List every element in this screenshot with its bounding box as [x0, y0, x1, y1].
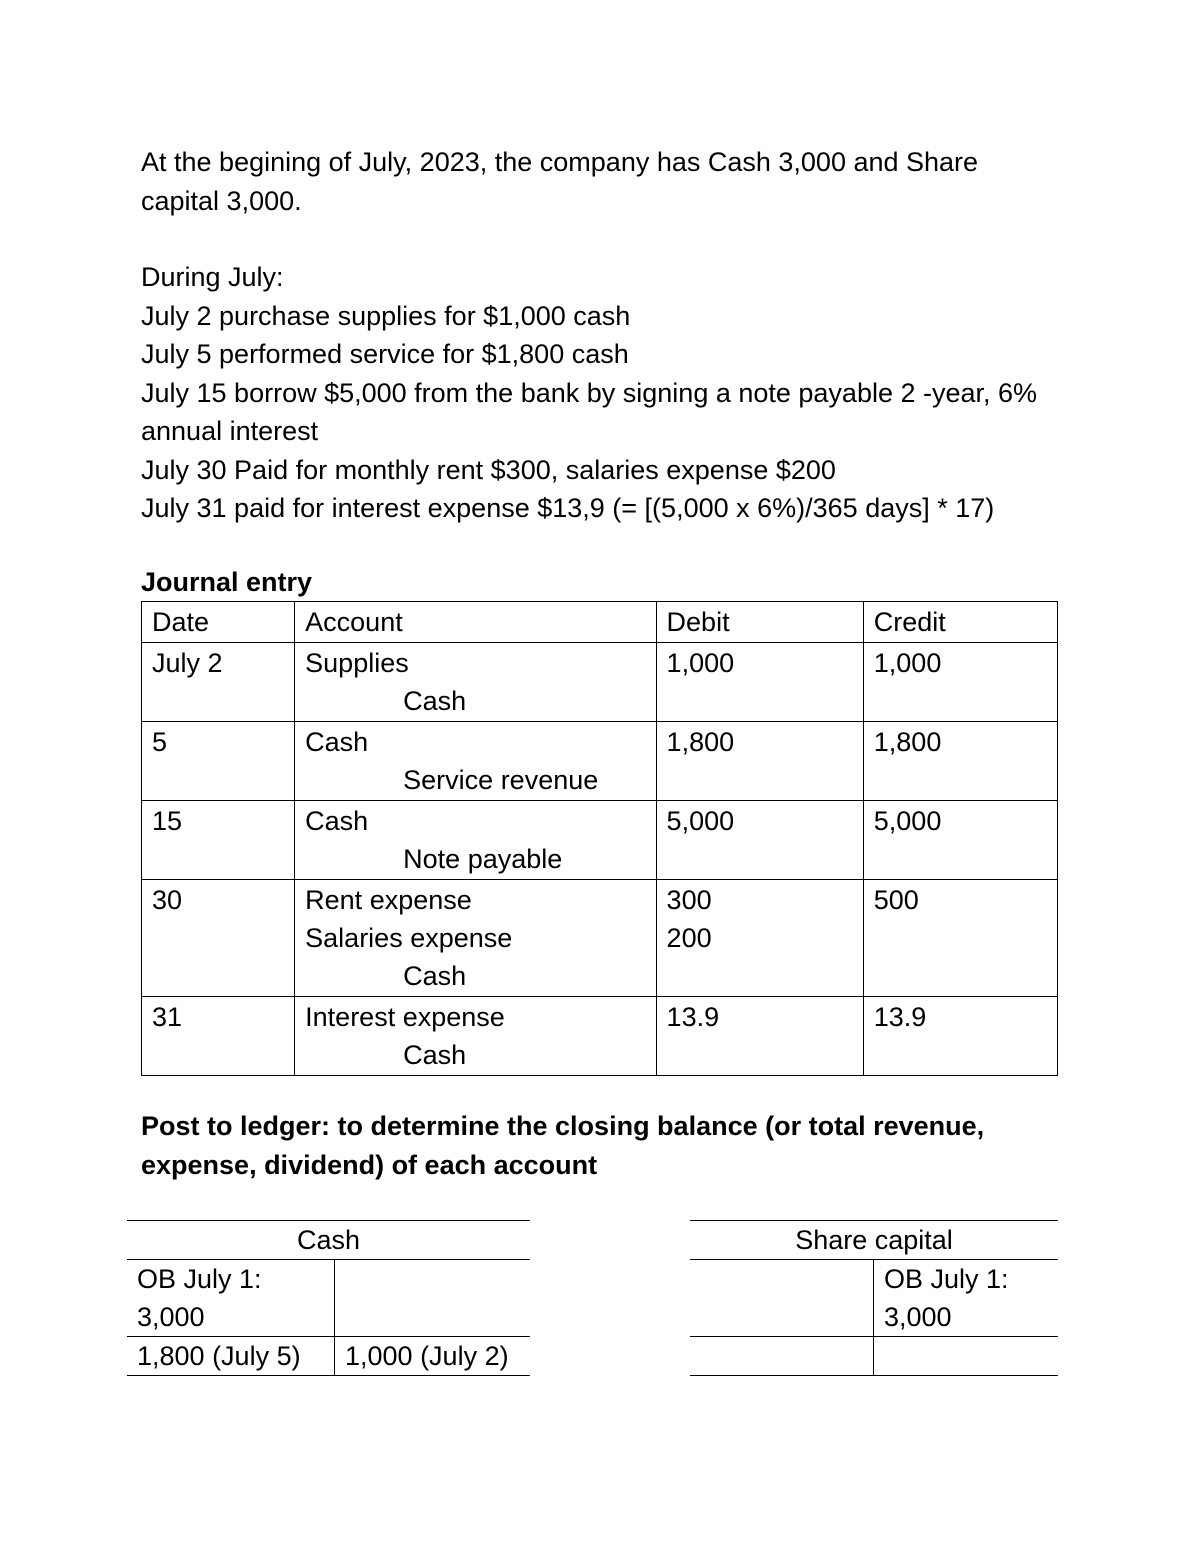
credit-account: Note payable	[403, 844, 563, 874]
event-line: July 5 performed service for $1,800 cash	[141, 339, 629, 369]
entry-date: 31	[142, 997, 295, 1076]
entry-accounts	[295, 643, 656, 722]
opening-statement: At the begining of July, 2023, the company has Cash 3,000 and Share capital 3,000.	[141, 147, 979, 216]
entry-accounts	[295, 880, 656, 997]
debit-amount: 300	[666, 885, 712, 915]
header-account: Account	[295, 602, 656, 643]
t-account-row	[690, 1260, 1058, 1337]
t-credit-cell	[874, 1337, 1059, 1376]
t-credit-cell	[335, 1260, 531, 1337]
t-debit-cell: 1,800 (July 5)	[127, 1337, 335, 1376]
t-debit-cell	[690, 1337, 874, 1376]
cash-t-account	[127, 1220, 530, 1376]
entry-credit: 1,000	[863, 643, 1057, 722]
debit-account: Cash	[305, 727, 369, 757]
t-account-title: Cash	[127, 1220, 530, 1260]
entry-accounts	[295, 722, 656, 801]
entry-date: July 2	[142, 643, 295, 722]
entry-debit: 1,800	[656, 722, 863, 801]
t-credit-cell: OB July 1: 3,000	[874, 1260, 1059, 1337]
header-credit: Credit	[863, 602, 1057, 643]
entry-accounts	[295, 801, 656, 880]
entry-debit	[656, 880, 863, 997]
t-account-body	[127, 1260, 530, 1376]
credit-account: Cash	[403, 1040, 467, 1070]
entry-credit: 5,000	[863, 801, 1057, 880]
journal-row	[142, 801, 1058, 880]
entry-credit: 13.9	[863, 997, 1057, 1076]
header-date: Date	[142, 602, 295, 643]
entry-credit: 500	[863, 880, 1057, 997]
credit-account: Cash	[403, 686, 467, 716]
event-line: July 2 purchase supplies for $1,000 cash	[141, 300, 631, 331]
journal-row	[142, 722, 1058, 801]
t-account-body	[690, 1260, 1058, 1376]
during-label: During July:	[141, 262, 284, 292]
share-capital-t-account	[690, 1220, 1058, 1376]
journal-row	[142, 643, 1058, 722]
entry-credit: 1,800	[863, 722, 1057, 801]
t-account-row	[127, 1337, 530, 1376]
entry-date: 30	[142, 880, 295, 997]
event-line: July 31 paid for interest expense $13,9 (= [(5,000 x 6%)/365 days] * 17)	[141, 493, 995, 523]
ledger-heading: Post to ledger: to determine the closing balance (or total revenue, expense, dividend) of each account	[141, 1111, 985, 1180]
journal-header-row	[142, 602, 1058, 643]
journal-heading: Journal entry	[141, 567, 313, 597]
intro-text	[141, 143, 1061, 528]
journal-row	[142, 880, 1058, 997]
entry-debit: 13.9	[656, 997, 863, 1076]
event-line: July 15 borrow $5,000 from the bank by signing a note payable 2 -year, 6% annual interest	[141, 377, 1038, 446]
debit-account: Supplies	[305, 648, 409, 678]
entry-debit: 5,000	[656, 801, 863, 880]
debit-account: Rent expense	[305, 885, 472, 915]
journal-table	[141, 601, 1058, 1076]
debit-account: Cash	[305, 806, 369, 836]
t-account-row	[127, 1260, 530, 1337]
credit-account: Service revenue	[403, 765, 599, 795]
t-debit-cell	[690, 1260, 874, 1337]
entry-debit: 1,000	[656, 643, 863, 722]
entry-date: 5	[142, 722, 295, 801]
credit-account: Cash	[403, 961, 467, 991]
journal-row	[142, 997, 1058, 1076]
t-credit-cell: 1,000 (July 2)	[335, 1337, 531, 1376]
t-account-row	[690, 1337, 1058, 1376]
entry-date: 15	[142, 801, 295, 880]
debit-amount: 200	[666, 923, 712, 953]
t-debit-cell: OB July 1: 3,000	[127, 1260, 335, 1337]
entry-accounts	[295, 997, 656, 1076]
event-line: July 30 Paid for monthly rent $300, salaries expense $200	[141, 454, 836, 485]
debit-account: Salaries expense	[305, 923, 513, 953]
t-account-title: Share capital	[690, 1220, 1058, 1260]
header-debit: Debit	[656, 602, 863, 643]
debit-account: Interest expense	[305, 1002, 505, 1032]
